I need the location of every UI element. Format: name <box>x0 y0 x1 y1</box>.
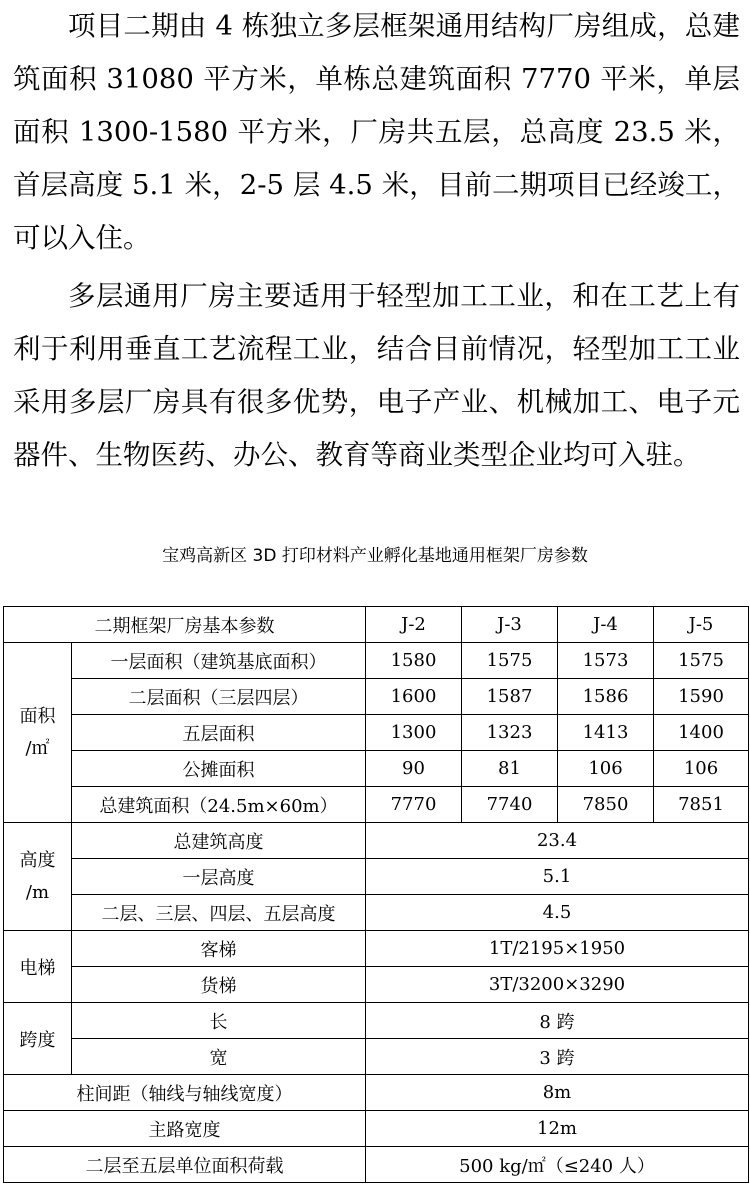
table-row <box>4 895 749 931</box>
value-cell: 1580 <box>366 643 462 679</box>
row-label-cell: 二层至五层单位面积荷载 <box>4 1147 366 1183</box>
table-row <box>4 823 749 859</box>
table-row <box>4 859 749 895</box>
value-cell: 23.4 <box>366 823 749 859</box>
value-cell: 106 <box>654 751 749 787</box>
value-cell: 7770 <box>366 787 462 823</box>
row-label-cell: 货梯 <box>72 967 366 1003</box>
area-group-label: 面积 <box>19 705 56 727</box>
header-building-cell: J-2 <box>366 607 462 643</box>
value-cell: 90 <box>366 751 462 787</box>
intro-paragraph: 项目二期由 4 栋独立多层框架通用结构厂房组成，总建筑面积 31080 平方米，单栋总建筑面积 7770 平米，单层面积 1300-1580 平方米，厂房共五层，总高度 23.5 米，首层高度 5.1 米，2-5 层 4.5 米，目前二期项目已经竣工，可以入住。 <box>13 10 740 254</box>
height-group-label: 高度 <box>19 849 56 871</box>
value-cell: 7850 <box>558 787 654 823</box>
value-cell: 3T/3200×3290 <box>366 967 749 1003</box>
value-cell: 1575 <box>654 643 749 679</box>
row-label-cell: 五层面积 <box>72 715 366 751</box>
value-cell: 106 <box>558 751 654 787</box>
value-cell: 7851 <box>654 787 749 823</box>
table-header-row <box>4 607 749 643</box>
row-label-cell: 一层面积（建筑基底面积） <box>72 643 366 679</box>
row-label-cell: 宽 <box>72 1039 366 1075</box>
value-cell: 1323 <box>462 715 558 751</box>
header-building-cell: J-3 <box>462 607 558 643</box>
row-label-cell: 总建筑面积（24.5m×60m） <box>72 787 366 823</box>
value-cell: 3 跨 <box>366 1039 749 1075</box>
value-cell: 1T/2195×1950 <box>366 931 749 967</box>
span-group-cell: 跨度 <box>4 1003 72 1075</box>
value-cell: 12m <box>366 1111 749 1147</box>
height-group-cell <box>4 823 72 931</box>
table-row <box>4 787 749 823</box>
value-cell: 1300 <box>366 715 462 751</box>
row-label-cell: 长 <box>72 1003 366 1039</box>
value-cell: 1586 <box>558 679 654 715</box>
table-row <box>4 1111 749 1147</box>
height-group-unit: /m <box>25 881 50 903</box>
value-cell: 1573 <box>558 643 654 679</box>
table-row <box>4 1039 749 1075</box>
row-label-cell: 二层、三层、四层、五层高度 <box>72 895 366 931</box>
elevator-group-cell: 电梯 <box>4 931 72 1003</box>
value-cell: 500 kg/㎡（≤240 人） <box>366 1147 749 1183</box>
value-cell: 1600 <box>366 679 462 715</box>
table-row <box>4 1147 749 1183</box>
factory-parameters-table <box>3 606 749 1183</box>
value-cell: 8m <box>366 1075 749 1111</box>
row-label-cell: 公摊面积 <box>72 751 366 787</box>
value-cell: 1587 <box>462 679 558 715</box>
table-row <box>4 1075 749 1111</box>
table-row <box>4 931 749 967</box>
table-caption: 宝鸡高新区 3D 打印材料产业孵化基地通用框架厂房参数 <box>162 546 588 566</box>
value-cell: 1575 <box>462 643 558 679</box>
value-cell: 4.5 <box>366 895 749 931</box>
value-cell: 8 跨 <box>366 1003 749 1039</box>
value-cell: 5.1 <box>366 859 749 895</box>
header-building-cell: J-5 <box>654 607 749 643</box>
row-label-cell: 柱间距（轴线与轴线宽度） <box>4 1075 366 1111</box>
row-label-cell: 总建筑高度 <box>72 823 366 859</box>
usage-paragraph: 多层通用厂房主要适用于轻型加工工业，和在工艺上有利于利用垂直工艺流程工业，结合目前情况，轻型加工工业采用多层厂房具有很多优势，电子产业、机械加工、电子元器件、生物医药、办公、教育等商业类型企业均可入驻。 <box>13 280 740 471</box>
row-label-cell: 主路宽度 <box>4 1111 366 1147</box>
table-row <box>4 715 749 751</box>
table-row <box>4 1003 749 1039</box>
row-label-cell: 客梯 <box>72 931 366 967</box>
value-cell: 81 <box>462 751 558 787</box>
area-group-unit: /㎡ <box>25 737 50 759</box>
row-label-cell: 一层高度 <box>72 859 366 895</box>
table-row <box>4 679 749 715</box>
table-row <box>4 967 749 1003</box>
header-label-cell: 二期框架厂房基本参数 <box>4 607 366 643</box>
value-cell: 1590 <box>654 679 749 715</box>
header-building-cell: J-4 <box>558 607 654 643</box>
table-row <box>4 751 749 787</box>
value-cell: 1413 <box>558 715 654 751</box>
value-cell: 7740 <box>462 787 558 823</box>
row-label-cell: 二层面积（三层四层） <box>72 679 366 715</box>
table-row <box>4 643 749 679</box>
value-cell: 1400 <box>654 715 749 751</box>
area-group-cell <box>4 643 72 823</box>
